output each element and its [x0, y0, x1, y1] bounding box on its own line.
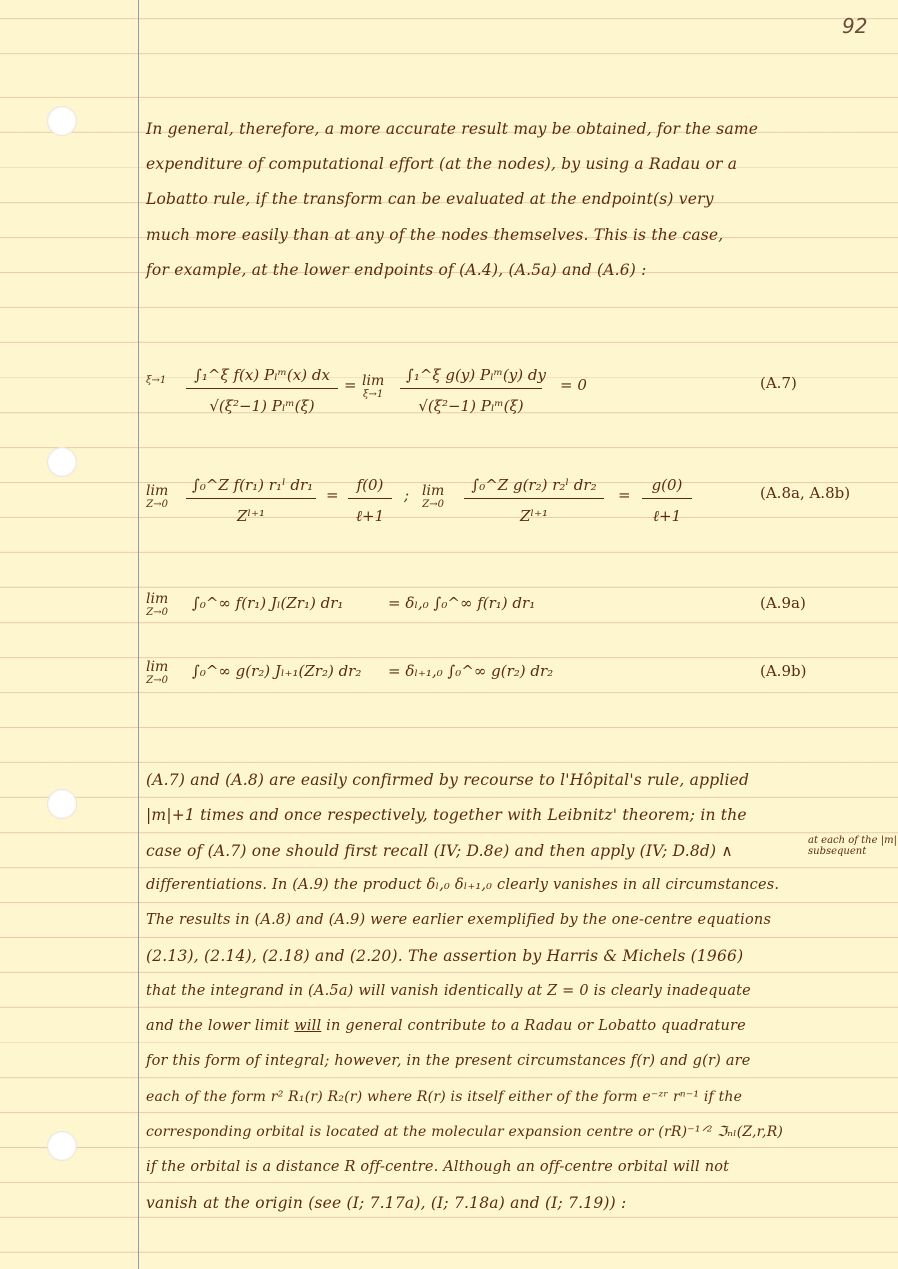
text-line: (2.13), (2.14), (2.18) and (2.20). The assertion by Harris & Michels (1966): [146, 947, 744, 965]
fraction: ∫₁^ξ g(y) Pₗᵐ(y) dy √(ξ²−1) Pₗᵐ(ξ): [400, 366, 542, 415]
equals-sign: =: [326, 486, 339, 504]
separator: ;: [404, 486, 410, 504]
fraction: f(0) ℓ+1: [348, 476, 392, 526]
punch-hole: [47, 447, 77, 477]
equation-rhs: = δₗ,₀ ∫₀^∞ f(r₁) dr₁: [388, 594, 536, 612]
insertion-note: at each of the |m| subsequent: [808, 835, 897, 857]
text-line: much more easily than at any of the nodes themselves. This is the case,: [146, 226, 724, 244]
text-line: for this form of integral; however, in the present circumstances f(r) and g(r) are: [146, 1053, 751, 1069]
text-span: and the lower limit: [146, 1018, 295, 1034]
fraction: $\frac{\text{∫₀\textasciicircum{}Z g(r₂) r₂ˡ dr₂}}{\text{Zˡ⁺¹}}$: [464, 476, 604, 525]
fraction: $\frac{\text{∫₀\textasciicircum{}Z f(r₁) r₁ˡ dr₁}}{\text{Zˡ⁺¹}}$: [186, 476, 316, 525]
limit-operator: lim Z→0: [146, 591, 169, 618]
equation-label: (A.9b): [760, 662, 807, 680]
text-line: differentiations. In (A.9) the product δₗ,₀ δₗ₊₁,₀ clearly vanishes in all circumstances.: [146, 877, 780, 893]
limit-operator: lim ξ→1: [362, 373, 385, 400]
underlined-word: will: [294, 1018, 322, 1034]
equals-sign: =: [618, 486, 631, 504]
rhs-value: = 0: [560, 376, 587, 394]
text-span: in general contribute to a Radau or Lobatto quadrature: [321, 1018, 746, 1034]
equation-rhs: = δₗ₊₁,₀ ∫₀^∞ g(r₂) dr₂: [388, 662, 554, 680]
text-line: The results in (A.8) and (A.9) were earlier exemplified by the one-centre equations: [146, 912, 772, 928]
text-line: corresponding orbital is located at the molecular expansion centre or (rR)⁻¹ᐟ² ℑₙₗ(Z,r,R): [146, 1124, 784, 1140]
text-line: expenditure of computational effort (at the nodes), by using a Radau or a: [146, 155, 738, 173]
equation-lhs: ∫₀^∞ g(r₂) Jₗ₊₁(Zr₂) dr₂: [192, 662, 362, 680]
text-line: for example, at the lower endpoints of (A.4), (A.5a) and (A.6) :: [146, 261, 647, 279]
fraction: ∫₁^ξ f(x) Pₗᵐ(x) dx √(ξ²−1) Pₗᵐ(ξ): [186, 366, 338, 415]
punch-hole: [47, 1131, 77, 1161]
equation-label: (A.7): [760, 374, 797, 392]
equation-label: (A.9a): [760, 594, 806, 612]
punch-hole: [47, 789, 77, 819]
fraction: g(0) ℓ+1: [642, 476, 692, 526]
limit-operator: lim Z→0: [422, 483, 445, 510]
text-line: In general, therefore, a more accurate result may be obtained, for the same: [146, 120, 759, 138]
limit-operator: ξ→1: [146, 375, 167, 386]
punch-hole: [47, 106, 77, 136]
margin-line: [138, 0, 139, 1269]
text-line: each of the form r² R₁(r) R₂(r) where R(r) is itself either of the form e⁻ᶻʳ rⁿ⁻¹ if the: [146, 1089, 743, 1105]
text-line: that the integrand in (A.5a) will vanish identically at Z = 0 is clearly inadequate: [146, 983, 751, 999]
text-line: case of (A.7) one should first recall (IV; D.8e) and then apply (IV; D.8d) ∧: [146, 842, 733, 860]
text-line: vanish at the origin (see (I; 7.17a), (I; 7.18a) and (I; 7.19)) :: [146, 1194, 627, 1212]
text-line: [146, 1018, 746, 1034]
page-number: 92: [842, 14, 868, 38]
text-line: |m|+1 times and once respectively, together with Leibnitz' theorem; in the: [146, 806, 747, 824]
equals-sign: =: [344, 376, 357, 394]
text-line: Lobatto rule, if the transform can be evaluated at the endpoint(s) very: [146, 190, 714, 208]
text-line: if the orbital is a distance R off-centre. Although an off-centre orbital will not: [146, 1159, 730, 1175]
limit-operator: lim Z→0: [146, 483, 169, 510]
limit-operator: lim Z→0: [146, 659, 169, 686]
equation-label: (A.8a, A.8b): [760, 484, 851, 502]
equation-lhs: ∫₀^∞ f(r₁) Jₗ(Zr₁) dr₁: [192, 594, 344, 612]
text-line: (A.7) and (A.8) are easily confirmed by recourse to l'Hôpital's rule, applied: [146, 771, 750, 789]
